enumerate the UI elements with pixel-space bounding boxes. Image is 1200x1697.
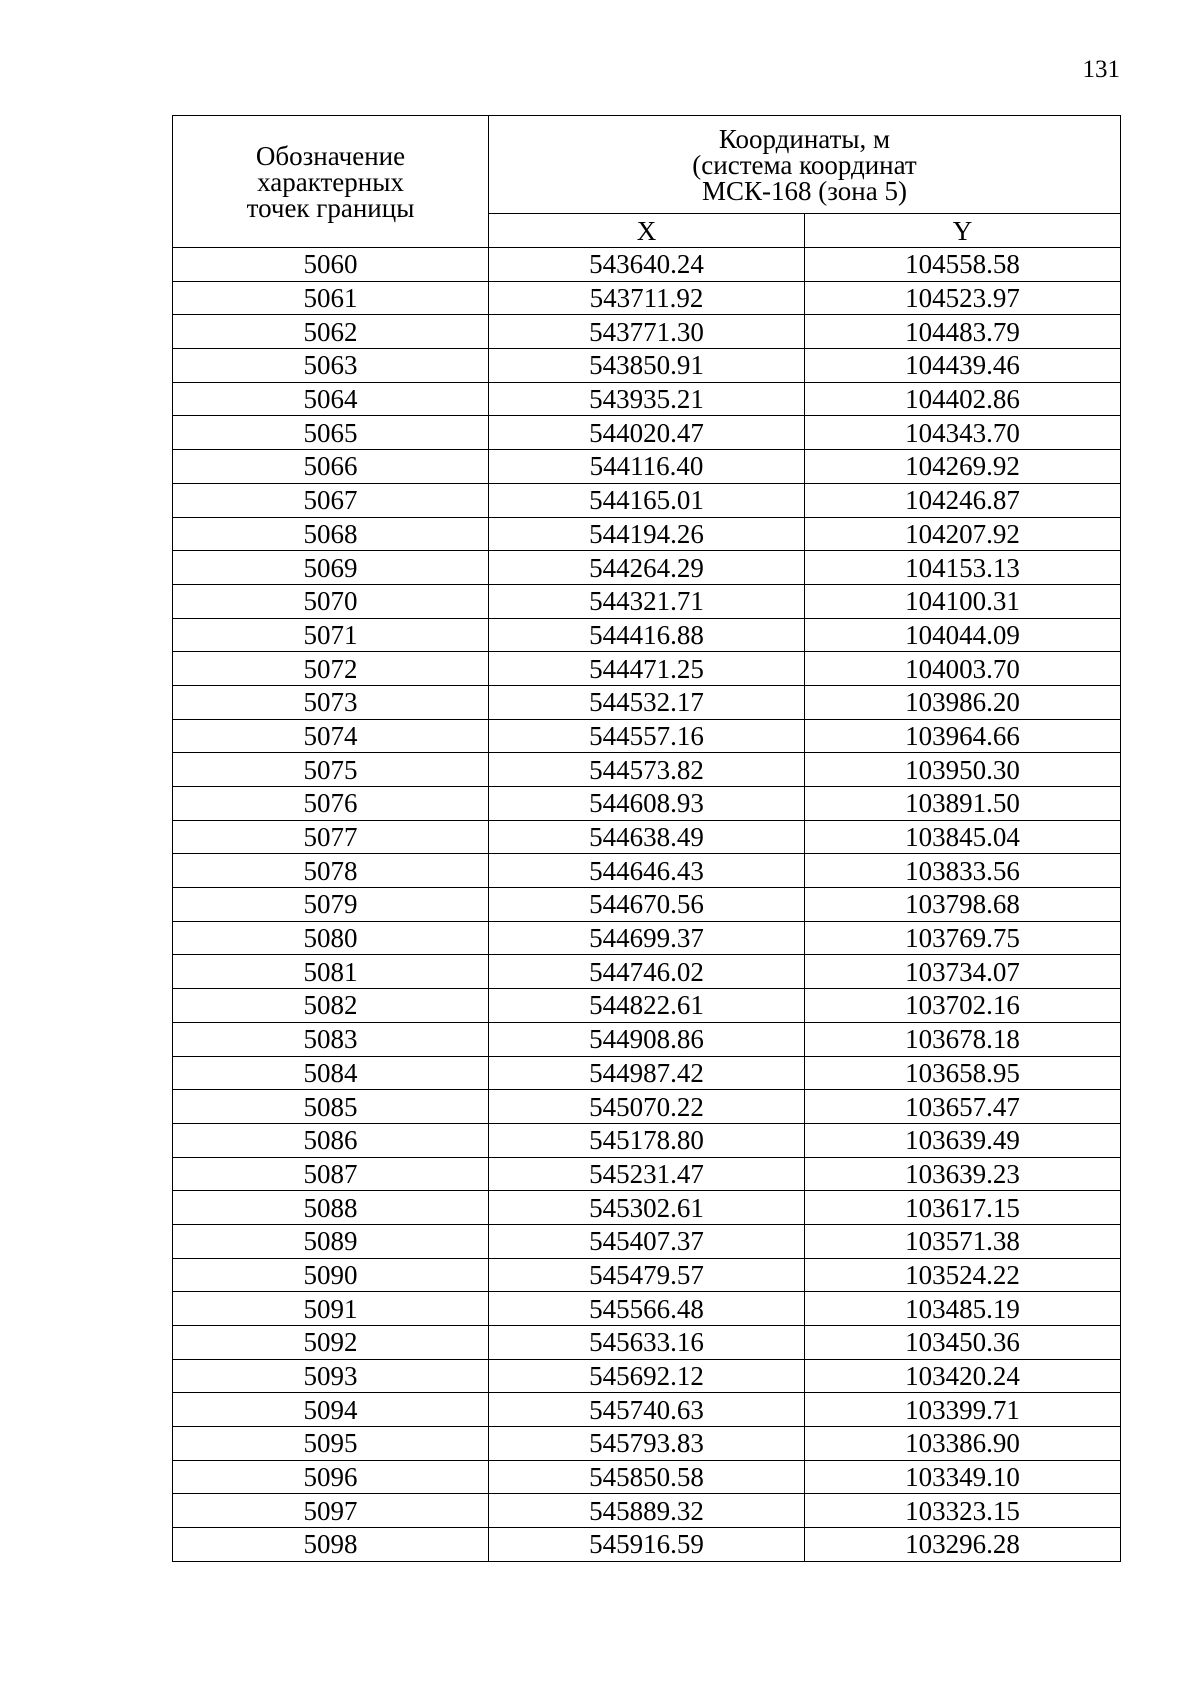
- x-cell: 545479.57: [489, 1258, 805, 1292]
- y-cell: 103296.28: [805, 1528, 1121, 1562]
- point-id-cell: 5066: [173, 450, 489, 484]
- x-cell: 543711.92: [489, 281, 805, 315]
- y-cell: 103420.24: [805, 1359, 1121, 1393]
- x-cell: 544416.88: [489, 618, 805, 652]
- point-id-cell: 5089: [173, 1224, 489, 1258]
- header-coordinates: [489, 116, 1121, 214]
- x-cell: 545633.16: [489, 1326, 805, 1360]
- y-cell: 103657.47: [805, 1090, 1121, 1124]
- x-cell: 545566.48: [489, 1292, 805, 1326]
- header-x: X: [489, 214, 805, 248]
- header-coordinates-line: (система координат: [692, 149, 917, 180]
- table-row: [173, 450, 1121, 484]
- table-row: [173, 315, 1121, 349]
- x-cell: 544987.42: [489, 1056, 805, 1090]
- point-id-cell: 5094: [173, 1393, 489, 1427]
- point-id-cell: 5068: [173, 517, 489, 551]
- y-cell: 104558.58: [805, 248, 1121, 282]
- point-id-cell: 5063: [173, 349, 489, 383]
- y-cell: 103639.49: [805, 1123, 1121, 1157]
- table-row: [173, 989, 1121, 1023]
- table-header: [173, 116, 1121, 248]
- table-row: [173, 1528, 1121, 1562]
- y-cell: 103702.16: [805, 989, 1121, 1023]
- y-cell: 103769.75: [805, 921, 1121, 955]
- point-id-cell: 5091: [173, 1292, 489, 1326]
- table-row: [173, 349, 1121, 383]
- x-cell: 545178.80: [489, 1123, 805, 1157]
- x-cell: 545740.63: [489, 1393, 805, 1427]
- point-id-cell: 5083: [173, 1022, 489, 1056]
- table-row: [173, 652, 1121, 686]
- table-row: [173, 382, 1121, 416]
- point-id-cell: 5085: [173, 1090, 489, 1124]
- y-cell: 104044.09: [805, 618, 1121, 652]
- point-id-cell: 5064: [173, 382, 489, 416]
- y-cell: 103349.10: [805, 1460, 1121, 1494]
- x-cell: 544557.16: [489, 719, 805, 753]
- header-designation: [173, 116, 489, 248]
- y-cell: 103891.50: [805, 787, 1121, 821]
- table-row: [173, 1056, 1121, 1090]
- table-row: [173, 1157, 1121, 1191]
- table-row: [173, 1393, 1121, 1427]
- x-cell: 545692.12: [489, 1359, 805, 1393]
- table-row: [173, 719, 1121, 753]
- x-cell: 544020.47: [489, 416, 805, 450]
- table-row: [173, 753, 1121, 787]
- table-row: [173, 584, 1121, 618]
- point-id-cell: 5081: [173, 955, 489, 989]
- x-cell: 545850.58: [489, 1460, 805, 1494]
- table-row: [173, 1494, 1121, 1528]
- y-cell: 103986.20: [805, 685, 1121, 719]
- header-row: [173, 116, 1121, 214]
- point-id-cell: 5086: [173, 1123, 489, 1157]
- table-row: [173, 1326, 1121, 1360]
- coordinates-table: [172, 115, 1121, 1562]
- table-row: [173, 1258, 1121, 1292]
- table-row: [173, 1191, 1121, 1225]
- point-id-cell: 5067: [173, 483, 489, 517]
- table-row: [173, 618, 1121, 652]
- y-cell: 104269.92: [805, 450, 1121, 484]
- table-row: [173, 483, 1121, 517]
- table-row: [173, 1090, 1121, 1124]
- x-cell: 543935.21: [489, 382, 805, 416]
- x-cell: 544746.02: [489, 955, 805, 989]
- y-cell: 104003.70: [805, 652, 1121, 686]
- table-row: [173, 820, 1121, 854]
- table-row: [173, 1224, 1121, 1258]
- x-cell: 545916.59: [489, 1528, 805, 1562]
- point-id-cell: 5097: [173, 1494, 489, 1528]
- y-cell: 104343.70: [805, 416, 1121, 450]
- y-cell: 104523.97: [805, 281, 1121, 315]
- point-id-cell: 5084: [173, 1056, 489, 1090]
- point-id-cell: 5072: [173, 652, 489, 686]
- x-cell: 544321.71: [489, 584, 805, 618]
- table-body: [173, 248, 1121, 1562]
- point-id-cell: 5061: [173, 281, 489, 315]
- x-cell: 544264.29: [489, 551, 805, 585]
- y-cell: 103678.18: [805, 1022, 1121, 1056]
- x-cell: 544638.49: [489, 820, 805, 854]
- x-cell: 545793.83: [489, 1427, 805, 1461]
- x-cell: 544699.37: [489, 921, 805, 955]
- x-cell: 545407.37: [489, 1224, 805, 1258]
- point-id-cell: 5092: [173, 1326, 489, 1360]
- header-designation-line: Обозначение: [255, 140, 406, 171]
- x-cell: 545889.32: [489, 1494, 805, 1528]
- x-cell: 544471.25: [489, 652, 805, 686]
- header-coordinates-line: МСК-168 (зона 5): [702, 175, 907, 206]
- x-cell: 544194.26: [489, 517, 805, 551]
- table-row: [173, 1292, 1121, 1326]
- point-id-cell: 5096: [173, 1460, 489, 1494]
- point-id-cell: 5062: [173, 315, 489, 349]
- y-cell: 103950.30: [805, 753, 1121, 787]
- point-id-cell: 5075: [173, 753, 489, 787]
- x-cell: 543640.24: [489, 248, 805, 282]
- point-id-cell: 5090: [173, 1258, 489, 1292]
- x-cell: 544532.17: [489, 685, 805, 719]
- header-designation-line: характерных: [257, 166, 404, 197]
- table-row: [173, 888, 1121, 922]
- y-cell: 103833.56: [805, 854, 1121, 888]
- table-row: [173, 551, 1121, 585]
- x-cell: 544908.86: [489, 1022, 805, 1056]
- y-cell: 104153.13: [805, 551, 1121, 585]
- y-cell: 103485.19: [805, 1292, 1121, 1326]
- table-row: [173, 1123, 1121, 1157]
- point-id-cell: 5098: [173, 1528, 489, 1562]
- y-cell: 103798.68: [805, 888, 1121, 922]
- point-id-cell: 5069: [173, 551, 489, 585]
- point-id-cell: 5077: [173, 820, 489, 854]
- y-cell: 104402.86: [805, 382, 1121, 416]
- header-y: Y: [805, 214, 1121, 248]
- table-row: [173, 517, 1121, 551]
- point-id-cell: 5093: [173, 1359, 489, 1393]
- x-cell: 544646.43: [489, 854, 805, 888]
- table-row: [173, 248, 1121, 282]
- y-cell: 104246.87: [805, 483, 1121, 517]
- y-cell: 104207.92: [805, 517, 1121, 551]
- point-id-cell: 5071: [173, 618, 489, 652]
- table-row: [173, 281, 1121, 315]
- table-row: [173, 955, 1121, 989]
- table-row: [173, 1427, 1121, 1461]
- point-id-cell: 5074: [173, 719, 489, 753]
- table-row: [173, 921, 1121, 955]
- point-id-cell: 5073: [173, 685, 489, 719]
- x-cell: 544116.40: [489, 450, 805, 484]
- y-cell: 103639.23: [805, 1157, 1121, 1191]
- x-cell: 544165.01: [489, 483, 805, 517]
- point-id-cell: 5088: [173, 1191, 489, 1225]
- table-row: [173, 1359, 1121, 1393]
- y-cell: 104100.31: [805, 584, 1121, 618]
- x-cell: 544670.56: [489, 888, 805, 922]
- point-id-cell: 5060: [173, 248, 489, 282]
- y-cell: 104483.79: [805, 315, 1121, 349]
- x-cell: 544608.93: [489, 787, 805, 821]
- point-id-cell: 5087: [173, 1157, 489, 1191]
- y-cell: 103617.15: [805, 1191, 1121, 1225]
- point-id-cell: 5078: [173, 854, 489, 888]
- y-cell: 103524.22: [805, 1258, 1121, 1292]
- x-cell: 545070.22: [489, 1090, 805, 1124]
- table-row: [173, 1022, 1121, 1056]
- x-cell: 543850.91: [489, 349, 805, 383]
- y-cell: 103323.15: [805, 1494, 1121, 1528]
- y-cell: 103964.66: [805, 719, 1121, 753]
- table-row: [173, 787, 1121, 821]
- header-coordinates-line: Координаты, м: [718, 123, 891, 154]
- point-id-cell: 5065: [173, 416, 489, 450]
- x-cell: 544573.82: [489, 753, 805, 787]
- x-cell: 543771.30: [489, 315, 805, 349]
- y-cell: 103734.07: [805, 955, 1121, 989]
- point-id-cell: 5076: [173, 787, 489, 821]
- x-cell: 545302.61: [489, 1191, 805, 1225]
- x-cell: 544822.61: [489, 989, 805, 1023]
- y-cell: 103450.36: [805, 1326, 1121, 1360]
- point-id-cell: 5079: [173, 888, 489, 922]
- point-id-cell: 5080: [173, 921, 489, 955]
- y-cell: 104439.46: [805, 349, 1121, 383]
- page-number: 131: [1082, 56, 1120, 83]
- point-id-cell: 5070: [173, 584, 489, 618]
- table-row: [173, 854, 1121, 888]
- header-designation-line: точек границы: [246, 192, 415, 223]
- x-cell: 545231.47: [489, 1157, 805, 1191]
- table-row: [173, 1460, 1121, 1494]
- point-id-cell: 5095: [173, 1427, 489, 1461]
- y-cell: 103386.90: [805, 1427, 1121, 1461]
- y-cell: 103658.95: [805, 1056, 1121, 1090]
- y-cell: 103571.38: [805, 1224, 1121, 1258]
- y-cell: 103399.71: [805, 1393, 1121, 1427]
- table-row: [173, 685, 1121, 719]
- y-cell: 103845.04: [805, 820, 1121, 854]
- point-id-cell: 5082: [173, 989, 489, 1023]
- table-row: [173, 416, 1121, 450]
